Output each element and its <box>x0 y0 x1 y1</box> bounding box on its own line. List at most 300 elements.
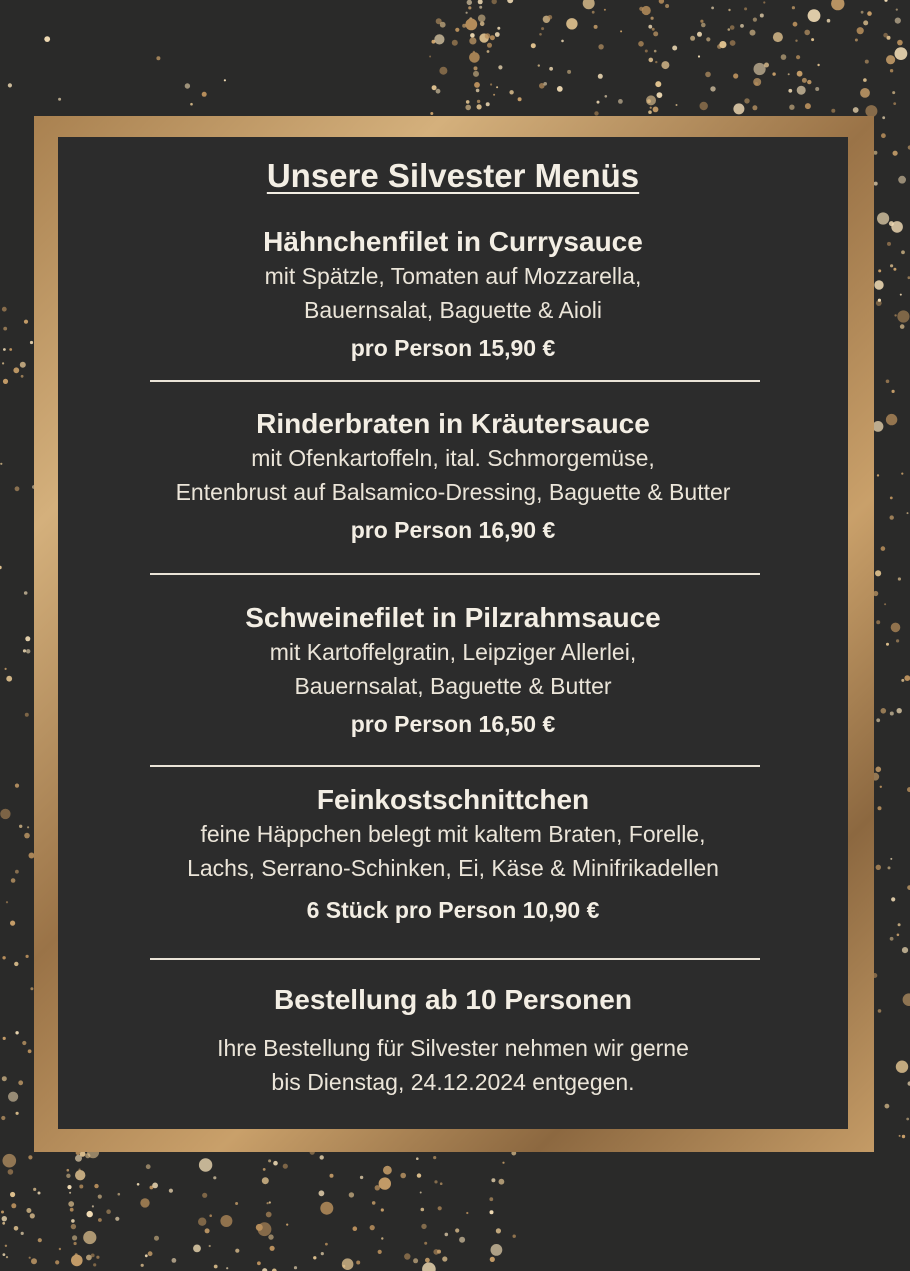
sparkle-dot <box>319 1190 325 1196</box>
sparkle-dot <box>884 603 886 605</box>
sparkle-dot <box>38 1192 41 1195</box>
sparkle-dot <box>71 1255 83 1267</box>
sparkle-dot <box>583 0 595 9</box>
sparkle-dot <box>21 1232 24 1235</box>
sparkle-dot <box>549 67 553 71</box>
sparkle-dot <box>479 6 482 9</box>
sparkle-dot <box>646 95 656 105</box>
sparkle-dot <box>439 67 447 75</box>
sparkle-dot <box>469 37 476 44</box>
dish-name: Rinderbraten in Kräutersauce <box>256 408 650 439</box>
sparkle-dot <box>690 36 695 41</box>
sparkle-dot <box>226 1267 228 1269</box>
sparkle-dot <box>710 86 715 91</box>
sparkle-dot <box>16 1112 19 1115</box>
sparkle-dot <box>760 14 764 18</box>
sparkle-dot <box>94 1184 98 1188</box>
sparkle-dot <box>92 1205 94 1207</box>
sparkle-dot <box>639 7 643 11</box>
sparkle-dot <box>831 109 835 113</box>
sparkle-dot <box>753 18 757 22</box>
sparkle-dot <box>764 63 769 68</box>
sparkle-dot <box>876 718 880 722</box>
sparkle-dot <box>193 1245 201 1253</box>
sparkle-dot <box>651 17 654 20</box>
order-info <box>58 983 848 1099</box>
sparkle-dot <box>877 212 889 224</box>
sparkle-dot <box>728 9 730 11</box>
sparkle-dot <box>793 22 798 27</box>
sparkle-dot <box>886 414 897 425</box>
order-title: Bestellung ab 10 Personen <box>274 984 632 1015</box>
sparkle-dot <box>422 1262 436 1271</box>
sparkle-dot <box>442 1256 447 1261</box>
sparkle-dot <box>137 1183 140 1186</box>
sparkle-dot <box>507 0 513 3</box>
sparkle-dot <box>655 61 657 63</box>
sparkle-dot <box>903 993 910 1006</box>
sparkle-dot <box>907 512 909 514</box>
sparkle-dot <box>466 100 470 104</box>
sparkle-dot <box>70 1208 74 1212</box>
sparkle-dot <box>33 1188 36 1191</box>
sparkle-dot <box>83 1231 96 1244</box>
dish-description-line: mit Kartoffelgratin, Leipziger Allerlei, <box>269 639 637 665</box>
sparkle-dot <box>202 1193 207 1198</box>
sparkle-dot <box>15 1031 18 1034</box>
sparkle-dot <box>478 14 486 22</box>
sparkle-dot <box>788 73 790 75</box>
sparkle-dot <box>900 294 902 296</box>
sparkle-dot <box>273 1161 278 1166</box>
sparkle-dot <box>15 486 20 491</box>
sparkle-dot <box>874 280 883 289</box>
sparkle-dot <box>55 1260 59 1264</box>
sparkle-dot <box>3 379 8 384</box>
sparkle-dot <box>24 320 28 324</box>
sparkle-dot <box>11 878 16 883</box>
dish-name: Hähnchenfilet in Currysauce <box>263 226 643 257</box>
sparkle-dot <box>30 341 33 344</box>
sparkle-dot <box>10 921 15 926</box>
sparkle-dot <box>495 32 500 37</box>
sparkle-dot <box>0 566 2 569</box>
sparkle-dot <box>763 1 765 3</box>
sparkle-dot <box>490 35 495 40</box>
sparkle-dot <box>185 83 190 88</box>
sparkle-dot <box>876 620 880 624</box>
sparkle-dot <box>873 151 877 155</box>
sparkle-dot <box>492 0 497 4</box>
sparkle-dot <box>383 1166 392 1175</box>
sparkle-dot <box>893 268 896 271</box>
sparkle-dot <box>148 1251 153 1256</box>
sparkle-dot <box>897 310 909 322</box>
sparkle-dot <box>891 623 901 633</box>
sparkle-dot <box>172 1258 177 1263</box>
sparkle-dot <box>478 0 483 4</box>
sparkle-dot <box>294 1266 297 1269</box>
sparkle-dot <box>235 1202 238 1205</box>
divider <box>150 573 760 575</box>
sparkle-dot <box>882 116 885 119</box>
sparkle-dot <box>270 1246 275 1251</box>
sparkle-dot <box>499 1179 505 1185</box>
sparkle-dot <box>898 923 901 926</box>
menu-item-rinderbraten <box>58 407 848 547</box>
sparkle-dot <box>594 111 598 115</box>
sparkle-dot <box>752 105 757 110</box>
sparkle-dot <box>561 40 564 43</box>
sparkle-dot <box>489 1197 493 1201</box>
sparkle-dot <box>67 1185 71 1189</box>
sparkle-dot <box>728 28 731 31</box>
sparkle-dot <box>477 104 482 109</box>
sparkle-dot <box>807 80 811 84</box>
sparkle-dot <box>205 1228 210 1233</box>
sparkle-dot <box>459 1237 465 1243</box>
sparkle-dot <box>269 1201 271 1203</box>
sparkle-dot <box>20 362 26 368</box>
sparkle-dot <box>902 947 908 953</box>
sparkle-dot <box>855 39 858 42</box>
divider <box>150 380 760 382</box>
sparkle-dot <box>895 18 901 24</box>
sparkle-dot <box>665 4 669 8</box>
sparkle-dot <box>263 1168 266 1171</box>
dish-description-line: mit Spätzle, Tomaten auf Mozzarella, <box>264 263 642 289</box>
dish-price: pro Person 16,90 € <box>350 517 556 543</box>
sparkle-dot <box>890 497 893 500</box>
sparkle-dot <box>3 1253 6 1256</box>
sparkle-dot <box>98 1195 102 1199</box>
sparkle-dot <box>353 1226 358 1231</box>
sparkle-dot <box>730 25 735 30</box>
sparkle-dot <box>199 1158 212 1171</box>
sparkle-dot <box>653 107 659 113</box>
sparkle-dot <box>513 1235 516 1238</box>
sparkle-dot <box>893 102 896 105</box>
sparkle-dot <box>750 30 756 36</box>
sparkle-dot <box>705 72 711 78</box>
sparkle-dot <box>904 675 910 681</box>
sparkle-dot <box>321 1252 324 1255</box>
sparkle-dot <box>10 1192 15 1197</box>
sparkle-dot <box>886 643 889 646</box>
sparkle-dot <box>6 676 12 682</box>
sparkle-dot <box>906 1118 909 1121</box>
sparkle-dot <box>74 1242 77 1245</box>
sparkle-dot <box>224 79 226 81</box>
sparkle-dot <box>797 86 806 95</box>
sparkle-dot <box>26 649 30 653</box>
sparkle-dot <box>330 1174 334 1178</box>
sparkle-dot <box>878 299 881 302</box>
sparkle-dot <box>659 0 664 4</box>
sparkle-dot <box>256 1224 263 1231</box>
sparkle-dot <box>320 1202 333 1215</box>
sparkle-dot <box>597 101 600 104</box>
sparkle-dot <box>620 30 622 32</box>
sparkle-dot <box>3 348 6 351</box>
sparkle-dot <box>592 11 595 14</box>
sparkle-dot <box>900 324 905 329</box>
sparkle-dot <box>438 1206 442 1210</box>
sparkle-dot <box>711 7 714 10</box>
sparkle-dot <box>370 1225 375 1230</box>
sparkle-dot <box>890 858 892 860</box>
sparkle-dot <box>469 52 480 63</box>
sparkle-dot <box>490 1257 495 1262</box>
sparkle-dot <box>877 474 879 476</box>
sparkle-dot <box>466 12 468 14</box>
sparkle-dot <box>543 82 547 86</box>
sparkle-dot <box>598 44 603 49</box>
sparkle-dot <box>733 103 744 114</box>
sparkle-dot <box>286 1224 288 1226</box>
sparkle-dot <box>437 1250 441 1254</box>
sparkle-dot <box>0 809 10 819</box>
sparkle-dot <box>477 100 480 103</box>
sparkle-dot <box>31 1258 37 1264</box>
sparkle-dot <box>21 375 24 378</box>
sparkle-dot <box>598 74 603 79</box>
sparkle-dot <box>805 103 811 109</box>
sparkle-dot <box>381 1237 383 1239</box>
sparkle-dot <box>490 83 492 85</box>
sparkle-dot <box>638 41 644 47</box>
sparkle-dot <box>379 1177 391 1189</box>
sparkle-dot <box>30 1213 35 1218</box>
sparkle-dot <box>462 24 466 28</box>
sparkle-dot <box>424 1242 427 1245</box>
sparkle-dot <box>875 570 881 576</box>
page-title: Unsere Silvester Menüs <box>266 157 640 194</box>
sparkle-dot <box>487 50 490 53</box>
sparkle-dot <box>538 64 540 66</box>
sparkle-dot <box>29 1257 31 1259</box>
sparkle-dot <box>2 1222 5 1225</box>
sparkle-dot <box>487 43 492 48</box>
sparkle-dot <box>6 901 8 903</box>
sparkle-dot <box>815 87 819 91</box>
sparkle-dot <box>58 98 61 101</box>
sparkle-dot <box>378 1250 382 1254</box>
sparkle-dot <box>618 99 623 104</box>
sparkle-dot <box>890 264 893 267</box>
sparkle-dot <box>106 1209 111 1214</box>
sparkle-dot <box>892 91 895 94</box>
sparkle-dot <box>24 591 28 595</box>
sparkle-dot <box>209 1214 212 1217</box>
sparkle-dot <box>518 97 522 101</box>
sparkle-dot <box>827 19 831 23</box>
sparkle-dot <box>491 1244 503 1256</box>
sparkle-dot <box>490 1210 494 1214</box>
sparkle-dot <box>416 1157 419 1160</box>
sparkle-dot <box>755 82 758 85</box>
sparkle-dot <box>884 0 887 2</box>
sparkle-dot <box>476 89 480 93</box>
sparkle-dot <box>24 833 30 839</box>
sparkle-dot <box>404 1253 410 1259</box>
sparkle-dot <box>754 63 766 75</box>
sparkle-dot <box>79 1185 83 1189</box>
sparkle-dot <box>653 31 658 36</box>
sparkle-dot <box>23 649 26 652</box>
sparkle-dot <box>75 1155 82 1162</box>
sparkle-dot <box>654 50 657 53</box>
sparkle-dot <box>69 1192 71 1194</box>
order-text-line: bis Dienstag, 24.12.2024 entgegen. <box>271 1069 635 1095</box>
sparkle-dot <box>96 1256 99 1259</box>
sparkle-dot <box>895 47 908 60</box>
sparkle-dot <box>2 1076 7 1081</box>
sparkle-dot <box>509 90 513 94</box>
sparkle-dot <box>700 102 708 110</box>
sparkle-dot <box>898 176 906 184</box>
sparkle-dot <box>890 712 894 716</box>
sparkle-dot <box>430 112 433 115</box>
sparkle-dot <box>27 826 29 828</box>
sparkle-dot <box>465 19 477 31</box>
sparkle-dot <box>91 1254 95 1258</box>
sparkle-dot <box>901 473 903 475</box>
sparkle-dot <box>700 20 703 23</box>
sparkle-dot <box>202 92 207 97</box>
sparkle-dot <box>68 1201 74 1207</box>
sparkle-dot <box>66 1174 70 1178</box>
sparkle-dot <box>14 962 18 966</box>
sparkle-dot <box>156 56 160 60</box>
sparkle-dot <box>886 380 890 384</box>
sparkle-dot <box>594 25 598 29</box>
sparkle-dot <box>154 1236 159 1241</box>
dish-description-line: Lachs, Serrano-Schinken, Ei, Käse & Minifrikadellen <box>187 855 719 881</box>
sparkle-dot <box>502 1162 504 1164</box>
sparkle-dot <box>433 1156 436 1159</box>
sparkle-dot <box>72 1235 77 1240</box>
sparkle-dot <box>897 708 902 713</box>
sparkle-dot <box>887 242 891 246</box>
sparkle-dot <box>213 1176 216 1179</box>
sparkle-dot <box>118 1193 121 1196</box>
sparkle-dot <box>268 1159 271 1162</box>
sparkle-dot <box>115 1217 119 1221</box>
sparkle-dot <box>730 40 736 46</box>
sparkle-dot <box>141 1264 144 1267</box>
sparkle-dot <box>429 56 431 58</box>
sparkle-dot <box>421 1224 426 1229</box>
sparkle-dot <box>26 1208 31 1213</box>
sparkle-dot <box>894 314 896 316</box>
sparkle-dot <box>881 133 886 138</box>
sparkle-dot <box>13 367 19 373</box>
sparkle-dot <box>797 71 803 77</box>
sparkle-dot <box>897 40 903 46</box>
sparkle-dot <box>30 987 33 990</box>
sparkle-dot <box>257 1261 261 1265</box>
sparkle-dot <box>566 18 577 29</box>
sparkle-dot <box>342 1258 354 1270</box>
sparkle-dot <box>676 104 678 106</box>
sparkle-dot <box>567 70 571 74</box>
sparkle-dot <box>781 54 787 60</box>
sparkle-dot <box>3 1037 6 1040</box>
dish-description-line: Bauernsalat, Baguette & Aioli <box>304 297 602 323</box>
sparkle-dot <box>71 1224 76 1229</box>
sparkle-dot <box>0 463 2 465</box>
sparkle-dot <box>455 28 459 32</box>
sparkle-dot <box>38 1238 42 1242</box>
sparkle-dot <box>2 307 7 312</box>
sparkle-dot <box>539 33 542 36</box>
sparkle-dot <box>145 1254 148 1257</box>
sparkle-dot <box>283 1164 288 1169</box>
sparkle-dot <box>873 421 884 432</box>
sparkle-dot <box>496 1228 501 1233</box>
sparkle-dot <box>93 1263 96 1266</box>
sparkle-dot <box>874 182 878 186</box>
sparkle-dot <box>75 1170 85 1180</box>
order-text-line: Ihre Bestellung für Silvester nehmen wir gerne <box>217 1035 689 1061</box>
sparkle-dot <box>22 1041 26 1045</box>
sparkle-dot <box>796 55 800 59</box>
sparkle-dot <box>8 83 12 87</box>
sparkle-dot <box>140 1198 149 1207</box>
sparkle-dot <box>661 61 669 69</box>
sparkle-dot <box>356 1261 360 1265</box>
sparkle-dot <box>888 866 891 869</box>
sparkle-dot <box>491 1178 495 1182</box>
sparkle-dot <box>436 89 441 94</box>
dish-price: 6 Stück pro Person 10,90 € <box>306 897 600 923</box>
sparkle-dot <box>468 6 471 9</box>
sparkle-dot <box>853 107 859 113</box>
sparkle-dot <box>267 1202 269 1204</box>
sparkle-dot <box>804 30 810 36</box>
sparkle-dot <box>325 1243 328 1246</box>
sparkle-dot <box>421 1208 425 1212</box>
divider <box>150 958 760 960</box>
sparkle-dot <box>744 7 747 10</box>
sparkle-dot <box>901 679 904 682</box>
sparkle-dot <box>220 1215 232 1227</box>
sparkle-dot <box>733 73 738 78</box>
sparkle-dot <box>890 69 893 72</box>
sparkle-dot <box>802 78 807 83</box>
sparkle-dot <box>190 103 193 106</box>
sparkle-dot <box>648 110 652 114</box>
sparkle-dot <box>861 11 864 14</box>
sparkle-dot <box>2 956 5 959</box>
sparkle-dot <box>466 1212 468 1214</box>
sparkle-dot <box>400 1173 406 1179</box>
dish-description-line: feine Häppchen belegt mit kaltem Braten, Forelle, <box>200 821 706 847</box>
sparkle-dot <box>198 1218 206 1226</box>
sparkle-dot <box>878 1009 882 1013</box>
sparkle-dot <box>795 40 797 42</box>
sparkle-dot <box>467 0 472 5</box>
sparkle-dot <box>15 870 19 874</box>
sparkle-dot <box>604 9 606 11</box>
sparkle-dot <box>744 98 749 103</box>
sparkle-dot <box>320 1155 324 1159</box>
sparkle-dot <box>146 1164 151 1169</box>
dish-description-line: Entenbrust auf Balsamico-Dressing, Baguette & Butter <box>175 479 731 505</box>
sparkle-dot <box>3 1154 17 1168</box>
sparkle-dot <box>14 1226 19 1231</box>
